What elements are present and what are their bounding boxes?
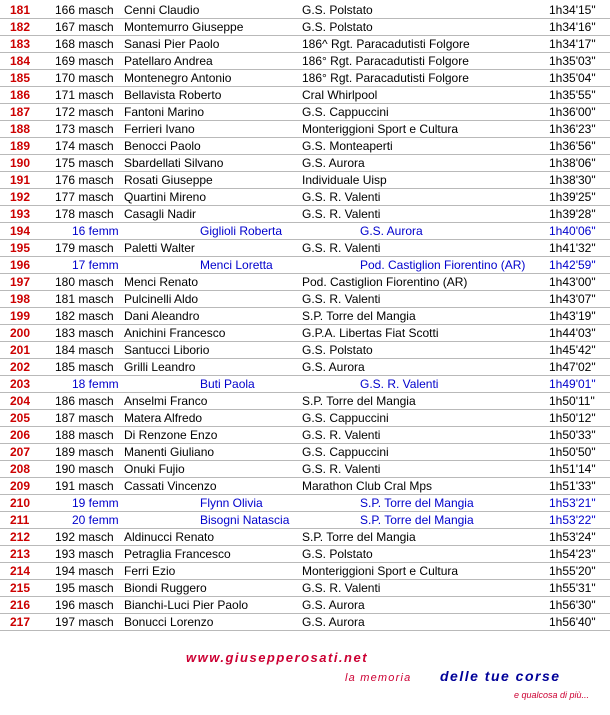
time-cell: 1h36'56" xyxy=(549,139,596,153)
bib-category-cell: 187 masch xyxy=(55,411,114,425)
bib-category-cell: 178 masch xyxy=(55,207,114,221)
position-cell: 204 xyxy=(10,394,31,408)
position-cell: 188 xyxy=(10,122,31,136)
bib-category-cell: 168 masch xyxy=(55,37,114,51)
bib-category-cell: 176 masch xyxy=(55,173,114,187)
athlete-name-cell: Casagli Nadir xyxy=(124,207,197,221)
position-cell: 202 xyxy=(10,360,31,374)
position-cell: 198 xyxy=(10,292,31,306)
club-cell: G.S. R. Valenti xyxy=(302,428,381,442)
bib-category-cell: 174 masch xyxy=(55,139,114,153)
result-row xyxy=(0,19,610,36)
bib-category-cell: 177 masch xyxy=(55,190,114,204)
time-cell: 1h34'17" xyxy=(549,37,596,51)
bib-category-cell: 179 masch xyxy=(55,241,114,255)
time-cell: 1h53'24" xyxy=(549,530,596,544)
time-cell: 1h49'01" xyxy=(549,377,596,391)
result-row xyxy=(0,512,610,529)
bib-category-cell: 189 masch xyxy=(55,445,114,459)
result-row xyxy=(0,274,610,291)
time-cell: 1h34'16" xyxy=(549,20,596,34)
athlete-name-cell: Paletti Walter xyxy=(124,241,195,255)
time-cell: 1h40'06" xyxy=(549,224,596,238)
position-cell: 187 xyxy=(10,105,31,119)
time-cell: 1h47'02" xyxy=(549,360,596,374)
club-cell: G.S. R. Valenti xyxy=(302,190,381,204)
time-cell: 1h38'30" xyxy=(549,173,596,187)
bib-category-cell: 169 masch xyxy=(55,54,114,68)
athlete-name-cell: Sbardellati Silvano xyxy=(124,156,224,170)
time-cell: 1h55'31" xyxy=(549,581,596,595)
time-cell: 1h43'07" xyxy=(549,292,596,306)
result-row xyxy=(0,597,610,614)
bib-category-cell: 173 masch xyxy=(55,122,114,136)
bib-category-cell: 188 masch xyxy=(55,428,114,442)
time-cell: 1h53'21" xyxy=(549,496,596,510)
footer-tagline-qualcosa: e qualcosa di più... xyxy=(514,690,590,700)
time-cell: 1h36'00" xyxy=(549,105,596,119)
athlete-name-cell: Manenti Giuliano xyxy=(124,445,215,459)
club-cell: G.S. Polstato xyxy=(302,343,373,357)
footer-tagline-la-memoria: la memoria xyxy=(345,672,412,684)
bib-category-cell: 20 femm xyxy=(72,513,119,527)
club-cell: G.S. Cappuccini xyxy=(302,411,389,425)
position-cell: 189 xyxy=(10,139,31,153)
position-cell: 213 xyxy=(10,547,31,561)
club-cell: S.P. Torre del Mangia xyxy=(360,513,474,527)
time-cell: 1h39'25" xyxy=(549,190,596,204)
time-cell: 1h41'32" xyxy=(549,241,596,255)
result-row xyxy=(0,614,610,631)
footer-tagline-delle-tue-corse: delle tue corse xyxy=(440,668,561,684)
club-cell: G.S. Cappuccini xyxy=(302,105,389,119)
result-row xyxy=(0,138,610,155)
time-cell: 1h35'03" xyxy=(549,54,596,68)
athlete-name-cell: Di Renzone Enzo xyxy=(124,428,218,442)
athlete-name-cell: Matera Alfredo xyxy=(124,411,203,425)
athlete-name-cell: Buti Paola xyxy=(200,377,255,391)
athlete-name-cell: Aldinucci Renato xyxy=(124,530,215,544)
result-row xyxy=(0,495,610,512)
position-cell: 208 xyxy=(10,462,31,476)
position-cell: 193 xyxy=(10,207,31,221)
time-cell: 1h44'03" xyxy=(549,326,596,340)
time-cell: 1h50'50" xyxy=(549,445,596,459)
position-cell: 199 xyxy=(10,309,31,323)
result-row xyxy=(0,342,610,359)
athlete-name-cell: Cenni Claudio xyxy=(124,3,200,17)
position-cell: 200 xyxy=(10,326,31,340)
position-cell: 214 xyxy=(10,564,31,578)
result-row xyxy=(0,223,610,240)
site-url[interactable]: www.giusepperosati.net xyxy=(186,650,369,665)
result-row xyxy=(0,410,610,427)
position-cell: 194 xyxy=(10,224,31,238)
club-cell: Pod. Castiglion Fiorentino (AR) xyxy=(302,275,468,289)
result-row xyxy=(0,563,610,580)
club-cell: S.P. Torre del Mangia xyxy=(302,309,416,323)
club-cell: Individuale Uisp xyxy=(302,173,387,187)
position-cell: 207 xyxy=(10,445,31,459)
athlete-name-cell: Pulcinelli Aldo xyxy=(124,292,199,306)
time-cell: 1h54'23" xyxy=(549,547,596,561)
result-row xyxy=(0,478,610,495)
club-cell: 186° Rgt. Paracadutisti Folgore xyxy=(302,71,469,85)
row-divider xyxy=(0,630,610,631)
position-cell: 184 xyxy=(10,54,31,68)
club-cell: S.P. Torre del Mangia xyxy=(302,394,416,408)
result-row xyxy=(0,121,610,138)
athlete-name-cell: Rosati Giuseppe xyxy=(124,173,213,187)
club-cell: Monteriggioni Sport e Cultura xyxy=(302,564,459,578)
bib-category-cell: 170 masch xyxy=(55,71,114,85)
club-cell: G.S. Aurora xyxy=(302,615,365,629)
position-cell: 192 xyxy=(10,190,31,204)
club-cell: Monteriggioni Sport e Cultura xyxy=(302,122,459,136)
bib-category-cell: 197 masch xyxy=(55,615,114,629)
club-cell: G.S. R. Valenti xyxy=(302,462,381,476)
bib-category-cell: 193 masch xyxy=(55,547,114,561)
athlete-name-cell: Fantoni Marino xyxy=(124,105,205,119)
time-cell: 1h51'14" xyxy=(549,462,596,476)
results-table xyxy=(0,2,610,631)
bib-category-cell: 185 masch xyxy=(55,360,114,374)
result-row xyxy=(0,546,610,563)
club-cell: Pod. Castiglion Fiorentino (AR) xyxy=(360,258,526,272)
result-row xyxy=(0,36,610,53)
athlete-name-cell: Grilli Leandro xyxy=(124,360,196,374)
bib-category-cell: 171 masch xyxy=(55,88,114,102)
position-cell: 185 xyxy=(10,71,31,85)
athlete-name-cell: Anselmi Franco xyxy=(124,394,208,408)
bib-category-cell: 184 masch xyxy=(55,343,114,357)
athlete-name-cell: Menci Renato xyxy=(124,275,199,289)
time-cell: 1h43'00" xyxy=(549,275,596,289)
athlete-name-cell: Patellaro Andrea xyxy=(124,54,213,68)
bib-category-cell: 16 femm xyxy=(72,224,119,238)
bib-category-cell: 180 masch xyxy=(55,275,114,289)
position-cell: 201 xyxy=(10,343,31,357)
club-cell: G.S. Polstato xyxy=(302,20,373,34)
result-row xyxy=(0,104,610,121)
position-cell: 215 xyxy=(10,581,31,595)
result-row xyxy=(0,70,610,87)
athlete-name-cell: Ferri Ezio xyxy=(124,564,176,578)
result-row xyxy=(0,325,610,342)
position-cell: 197 xyxy=(10,275,31,289)
result-row xyxy=(0,155,610,172)
club-cell: G.S. Polstato xyxy=(302,547,373,561)
athlete-name-cell: Bisogni Natascia xyxy=(200,513,290,527)
bib-category-cell: 192 masch xyxy=(55,530,114,544)
position-cell: 211 xyxy=(10,513,30,527)
club-cell: G.S. R. Valenti xyxy=(360,377,439,391)
athlete-name-cell: Santucci Liborio xyxy=(124,343,210,357)
position-cell: 182 xyxy=(10,20,31,34)
club-cell: G.S. R. Valenti xyxy=(302,292,381,306)
club-cell: G.S. Aurora xyxy=(302,156,365,170)
time-cell: 1h34'15" xyxy=(549,3,596,17)
bib-category-cell: 190 masch xyxy=(55,462,114,476)
position-cell: 186 xyxy=(10,88,31,102)
bib-category-cell: 172 masch xyxy=(55,105,114,119)
athlete-name-cell: Bonucci Lorenzo xyxy=(124,615,214,629)
bib-category-cell: 182 masch xyxy=(55,309,114,323)
athlete-name-cell: Dani Aleandro xyxy=(124,309,200,323)
club-cell: Marathon Club Cral Mps xyxy=(302,479,433,493)
bib-category-cell: 181 masch xyxy=(55,292,114,306)
position-cell: 191 xyxy=(10,173,31,187)
result-row xyxy=(0,53,610,70)
time-cell: 1h43'19" xyxy=(549,309,596,323)
bib-category-cell: 186 masch xyxy=(55,394,114,408)
bib-category-cell: 196 masch xyxy=(55,598,114,612)
bib-category-cell: 195 masch xyxy=(55,581,114,595)
result-row xyxy=(0,376,610,393)
club-cell: G.S. R. Valenti xyxy=(302,207,381,221)
bib-category-cell: 18 femm xyxy=(72,377,119,391)
bib-category-cell: 183 masch xyxy=(55,326,114,340)
club-cell: S.P. Torre del Mangia xyxy=(360,496,474,510)
athlete-name-cell: Onuki Fujio xyxy=(124,462,185,476)
result-row xyxy=(0,580,610,597)
athlete-name-cell: Petraglia Francesco xyxy=(124,547,231,561)
result-row xyxy=(0,427,610,444)
bib-category-cell: 175 masch xyxy=(55,156,114,170)
result-row xyxy=(0,206,610,223)
athlete-name-cell: Ferrieri Ivano xyxy=(124,122,195,136)
time-cell: 1h50'11" xyxy=(549,394,595,408)
athlete-name-cell: Montenegro Antonio xyxy=(124,71,232,85)
time-cell: 1h50'33" xyxy=(549,428,596,442)
position-cell: 195 xyxy=(10,241,31,255)
club-cell: G.S. Aurora xyxy=(360,224,423,238)
club-cell: G.S. Polstato xyxy=(302,3,373,17)
time-cell: 1h55'20" xyxy=(549,564,596,578)
position-cell: 190 xyxy=(10,156,31,170)
athlete-name-cell: Anichini Francesco xyxy=(124,326,226,340)
time-cell: 1h35'04" xyxy=(549,71,596,85)
athlete-name-cell: Sanasi Pier Paolo xyxy=(124,37,220,51)
position-cell: 212 xyxy=(10,530,31,544)
time-cell: 1h53'22" xyxy=(549,513,596,527)
bib-category-cell: 194 masch xyxy=(55,564,114,578)
time-cell: 1h50'12" xyxy=(549,411,596,425)
club-cell: 186^ Rgt. Paracadutisti Folgore xyxy=(302,37,470,51)
position-cell: 203 xyxy=(10,377,31,391)
athlete-name-cell: Quartini Mireno xyxy=(124,190,207,204)
result-row xyxy=(0,308,610,325)
position-cell: 196 xyxy=(10,258,31,272)
result-row xyxy=(0,291,610,308)
time-cell: 1h45'42" xyxy=(549,343,596,357)
athlete-name-cell: Biondi Ruggero xyxy=(124,581,207,595)
club-cell: S.P. Torre del Mangia xyxy=(302,530,416,544)
bib-category-cell: 191 masch xyxy=(55,479,114,493)
bib-category-cell: 167 masch xyxy=(55,20,114,34)
bib-category-cell: 166 masch xyxy=(55,3,114,17)
club-cell: G.S. R. Valenti xyxy=(302,241,381,255)
athlete-name-cell: Bianchi-Luci Pier Paolo xyxy=(124,598,249,612)
athlete-name-cell: Montemurro Giuseppe xyxy=(124,20,244,34)
athlete-name-cell: Flynn Olivia xyxy=(200,496,263,510)
position-cell: 181 xyxy=(10,3,31,17)
club-cell: G.S. Aurora xyxy=(302,598,365,612)
result-row xyxy=(0,240,610,257)
club-cell: G.S. R. Valenti xyxy=(302,581,381,595)
result-row xyxy=(0,87,610,104)
bib-category-cell: 17 femm xyxy=(72,258,119,272)
time-cell: 1h56'30" xyxy=(549,598,596,612)
club-cell: G.P.A. Libertas Fiat Scotti xyxy=(302,326,439,340)
position-cell: 216 xyxy=(10,598,31,612)
club-cell: Cral Whirlpool xyxy=(302,88,378,102)
position-cell: 209 xyxy=(10,479,31,493)
club-cell: G.S. Aurora xyxy=(302,360,365,374)
athlete-name-cell: Menci Loretta xyxy=(200,258,273,272)
time-cell: 1h36'23" xyxy=(549,122,596,136)
result-row xyxy=(0,2,610,19)
position-cell: 206 xyxy=(10,428,31,442)
result-row xyxy=(0,172,610,189)
result-row xyxy=(0,393,610,410)
athlete-name-cell: Bellavista Roberto xyxy=(124,88,222,102)
result-row xyxy=(0,529,610,546)
time-cell: 1h42'59" xyxy=(549,258,596,272)
result-row xyxy=(0,359,610,376)
position-cell: 210 xyxy=(10,496,31,510)
position-cell: 205 xyxy=(10,411,31,425)
time-cell: 1h51'33" xyxy=(549,479,596,493)
time-cell: 1h39'28" xyxy=(549,207,596,221)
position-cell: 183 xyxy=(10,37,31,51)
athlete-name-cell: Giglioli Roberta xyxy=(200,224,283,238)
time-cell: 1h38'06" xyxy=(549,156,596,170)
athlete-name-cell: Cassati Vincenzo xyxy=(124,479,217,493)
club-cell: G.S. Monteaperti xyxy=(302,139,393,153)
result-row xyxy=(0,189,610,206)
bib-category-cell: 19 femm xyxy=(72,496,119,510)
result-row xyxy=(0,444,610,461)
position-cell: 217 xyxy=(10,615,31,629)
club-cell: G.S. Cappuccini xyxy=(302,445,389,459)
result-row xyxy=(0,257,610,274)
time-cell: 1h35'55" xyxy=(549,88,596,102)
athlete-name-cell: Benocci Paolo xyxy=(124,139,201,153)
time-cell: 1h56'40" xyxy=(549,615,596,629)
club-cell: 186° Rgt. Paracadutisti Folgore xyxy=(302,54,469,68)
result-row xyxy=(0,461,610,478)
